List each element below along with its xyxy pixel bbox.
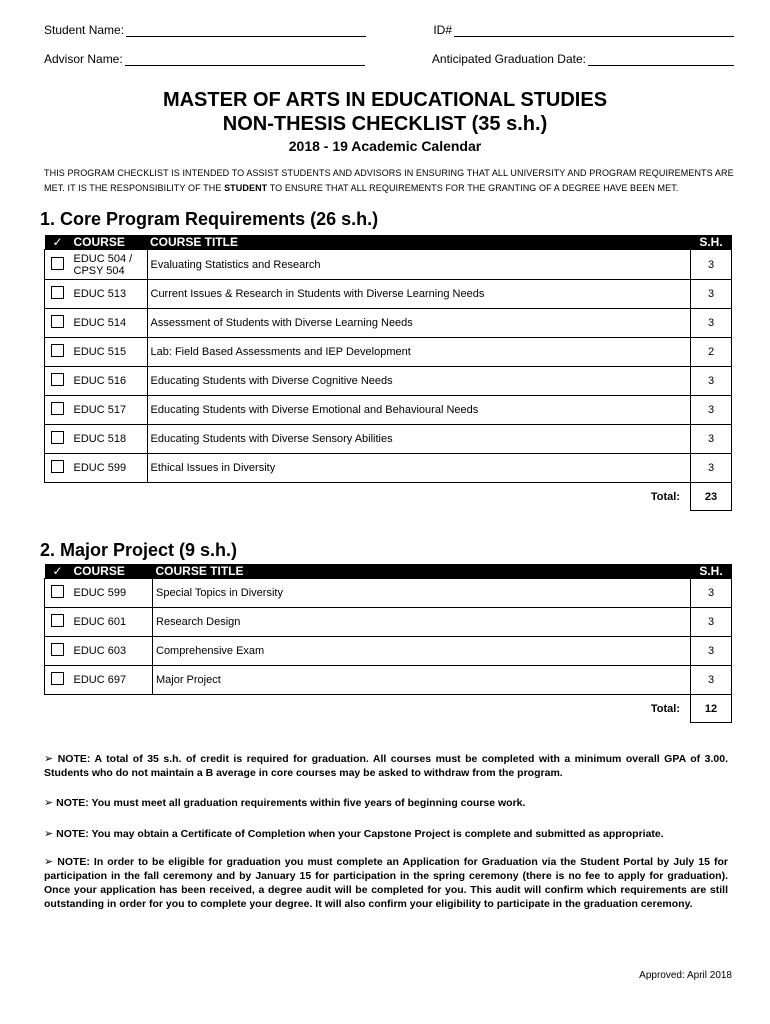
intro-part2: TO ENSURE THAT ALL REQUIREMENTS FOR THE GRANTING OF A DEGREE HAVE BEEN MET. (267, 183, 679, 193)
course-title: Evaluating Statistics and Research (147, 250, 691, 280)
table-row (45, 579, 732, 608)
student-name-label: Student Name: (44, 23, 125, 37)
course-sh: 3 (691, 666, 732, 695)
arrow-icon: ➢ (44, 856, 54, 868)
checkbox[interactable] (51, 585, 64, 598)
checkbox-cell[interactable] (45, 425, 71, 454)
course-title: Lab: Field Based Assessments and IEP Development (147, 338, 691, 367)
course-title: Educating Students with Diverse Cognitive Needs (147, 367, 691, 396)
note-3-text: NOTE: You may obtain a Certificate of Completion when your Capstone Project is complete and submitted as appropriate. (56, 828, 664, 840)
checkbox[interactable] (51, 402, 64, 415)
table-row (45, 637, 732, 666)
advisor-name-label: Advisor Name: (44, 52, 123, 66)
student-name-field[interactable] (44, 23, 366, 37)
table-row (45, 396, 732, 425)
checkbox-cell[interactable] (45, 637, 71, 666)
table-row (45, 425, 732, 454)
course-code: EDUC 518 (71, 425, 148, 454)
course-code: EDUC 599 (71, 579, 153, 608)
course-code: EDUC 603 (71, 637, 153, 666)
col-sh: S.H. (691, 564, 732, 579)
table-row (45, 367, 732, 396)
note-1-text: NOTE: A total of 35 s.h. of credit is required for graduation. All courses must be completed with a minimum overall GPA of 3.00. Students who do not maintain a B average in core courses may be asked to withdraw from the program. (44, 753, 728, 779)
course-title: Current Issues & Research in Students with Diverse Learning Needs (147, 280, 691, 309)
course-sh: 3 (691, 367, 732, 396)
course-code: EDUC 601 (71, 608, 153, 637)
checkbox[interactable] (51, 460, 64, 473)
course-title: Educating Students with Diverse Sensory Abilities (147, 425, 691, 454)
col-course: COURSE (71, 235, 148, 250)
checkbox[interactable] (51, 286, 64, 299)
note-3 (44, 827, 728, 841)
core-table-header (45, 235, 732, 250)
note-2 (44, 796, 728, 810)
check-column-icon: ✓ (45, 235, 71, 250)
core-heading: 1. Core Program Requirements (26 s.h.) (40, 209, 379, 229)
course-title: Assessment of Students with Diverse Learning Needs (147, 309, 691, 338)
table-row (45, 608, 732, 637)
checkbox[interactable] (51, 257, 64, 270)
checkbox[interactable] (51, 672, 64, 685)
header-row-1 (44, 23, 734, 37)
course-sh: 3 (691, 425, 732, 454)
table-row (45, 250, 732, 280)
header-row-2 (44, 52, 734, 66)
checkbox-cell[interactable] (45, 608, 71, 637)
graduation-date-line[interactable] (588, 54, 734, 66)
note-2-text: NOTE: You must meet all graduation requirements within five years of beginning course work. (56, 797, 526, 809)
advisor-name-field[interactable] (44, 52, 365, 66)
course-code: EDUC 504 / CPSY 504 (71, 250, 148, 280)
document-subtitle: NON-THESIS CHECKLIST (35 s.h.) (222, 113, 548, 135)
course-sh: 2 (691, 338, 732, 367)
arrow-icon: ➢ (44, 753, 54, 765)
course-title: Ethical Issues in Diversity (147, 454, 691, 483)
checkbox[interactable] (51, 373, 64, 386)
approved-date: Approved: April 2018 (639, 970, 732, 981)
table-row (45, 454, 732, 483)
table-row (45, 338, 732, 367)
checkbox[interactable] (51, 431, 64, 444)
total-value: 23 (691, 483, 732, 511)
total-label: Total: (650, 702, 680, 715)
course-sh: 3 (691, 579, 732, 608)
major-table-header (45, 564, 732, 579)
check-column-icon: ✓ (45, 564, 71, 579)
major-heading: 2. Major Project (9 s.h.) (40, 540, 238, 560)
course-title: Special Topics in Diversity (153, 579, 691, 608)
note-4-text: NOTE: In order to be eligible for graduation you must complete an Application for Graduation via the Student Portal by July 15 for participation in the fall ceremony and by January 15 for participation in the spring ceremony (there is no fee to apply for graduation). Once your application has been received, a degree audit will be completed for you. This audit will confirm which requirements are still outstanding in order for you to complete your degree. It will also confirm your eligibility to participate in the graduation ceremony. (44, 856, 728, 910)
note-1 (44, 752, 728, 780)
table-row (45, 666, 732, 695)
total-label: Total: (650, 490, 680, 503)
checkbox[interactable] (51, 344, 64, 357)
arrow-icon: ➢ (44, 797, 54, 809)
checkbox-cell[interactable] (45, 367, 71, 396)
note-4 (44, 855, 728, 911)
id-field[interactable] (433, 23, 734, 37)
course-sh: 3 (691, 250, 732, 280)
course-code: EDUC 514 (71, 309, 148, 338)
checkbox-cell[interactable] (45, 309, 71, 338)
checkbox-cell[interactable] (45, 396, 71, 425)
course-sh: 3 (691, 454, 732, 483)
advisor-name-line[interactable] (125, 54, 365, 66)
course-sh: 3 (691, 637, 732, 666)
graduation-date-field[interactable] (432, 52, 734, 66)
student-name-line[interactable] (126, 25, 366, 37)
checkbox[interactable] (51, 315, 64, 328)
course-title: Major Project (153, 666, 691, 695)
checkbox-cell[interactable] (45, 250, 71, 280)
course-code: EDUC 515 (71, 338, 148, 367)
checkbox-cell[interactable] (45, 280, 71, 309)
course-code: EDUC 513 (71, 280, 148, 309)
intro-emph: STUDENT (224, 183, 268, 193)
course-sh: 3 (691, 280, 732, 309)
table-row (45, 280, 732, 309)
course-code: EDUC 516 (71, 367, 148, 396)
course-code: EDUC 599 (71, 454, 148, 483)
checkbox[interactable] (51, 614, 64, 627)
checkbox-cell[interactable] (45, 454, 71, 483)
course-code: EDUC 697 (71, 666, 153, 695)
course-title: Research Design (153, 608, 691, 637)
col-title: COURSE TITLE (147, 235, 691, 250)
document-title: MASTER OF ARTS IN EDUCATIONAL STUDIES (162, 89, 608, 111)
course-code: EDUC 517 (71, 396, 148, 425)
id-line[interactable] (454, 25, 734, 37)
col-title: COURSE TITLE (153, 564, 691, 579)
total-value: 12 (691, 695, 732, 723)
major-table (44, 564, 732, 723)
checkbox-cell[interactable] (45, 579, 71, 608)
intro-paragraph (44, 166, 736, 196)
col-course: COURSE (71, 564, 153, 579)
course-sh: 3 (691, 396, 732, 425)
course-title: Comprehensive Exam (153, 637, 691, 666)
course-sh: 3 (691, 608, 732, 637)
id-label: ID# (433, 23, 452, 37)
checkbox-cell[interactable] (45, 338, 71, 367)
arrow-icon: ➢ (44, 828, 54, 840)
table-row (45, 309, 732, 338)
checkbox-cell[interactable] (45, 666, 71, 695)
total-row (45, 695, 732, 723)
core-table (44, 235, 732, 511)
col-sh: S.H. (691, 235, 732, 250)
total-row (45, 483, 732, 511)
course-title: Educating Students with Diverse Emotional and Behavioural Needs (147, 396, 691, 425)
graduation-date-label: Anticipated Graduation Date: (431, 52, 586, 66)
intro-part1: THIS PROGRAM CHECKLIST IS INTENDED TO ASSIST STUDENTS AND ADVISORS IN ENSURING THAT ALL UNIVERSITY AND PROGRAM REQUIREMENTS ARE MET. IT IS THE RESPONSIBILITY OF THE (44, 168, 734, 193)
course-sh: 3 (691, 309, 732, 338)
checkbox[interactable] (51, 643, 64, 656)
academic-calendar: 2018 - 19 Academic Calendar (288, 138, 482, 154)
